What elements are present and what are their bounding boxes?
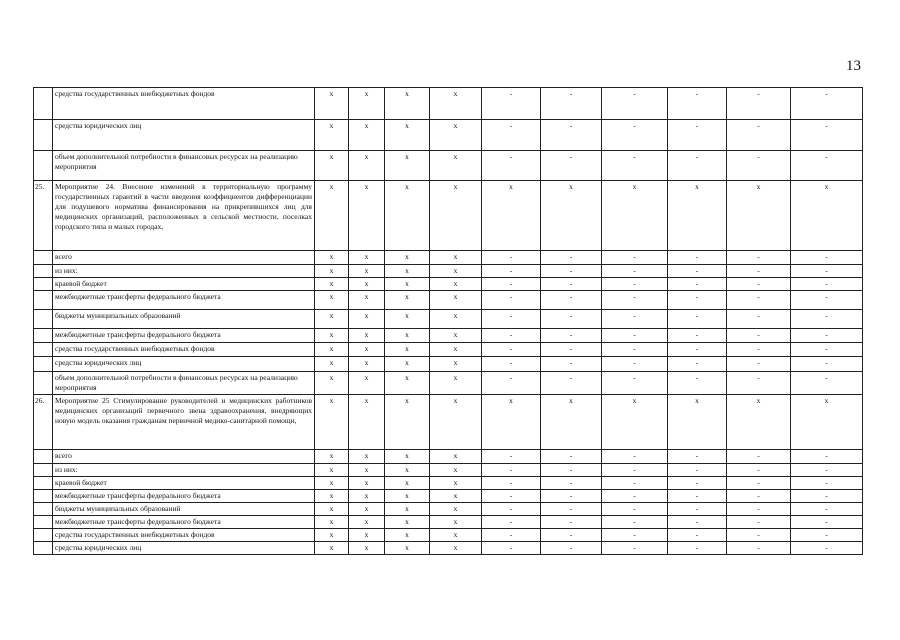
value-cell: - <box>541 291 602 310</box>
value-cell: - <box>791 516 863 529</box>
value-cell: х <box>349 343 385 357</box>
value-cell: х <box>430 372 482 395</box>
value-cell: - <box>668 464 727 477</box>
value-cell: х <box>430 542 482 555</box>
value-cell: х <box>315 278 349 291</box>
value-cell: - <box>791 251 863 265</box>
value-cell: - <box>602 372 668 395</box>
value-cell: - <box>602 310 668 329</box>
value-cell: - <box>541 151 602 181</box>
value-cell: х <box>349 450 385 464</box>
value-cell: - <box>541 343 602 357</box>
value-cell: х <box>430 120 482 151</box>
value-cell: х <box>385 120 430 151</box>
row-description: средства государственных внебюджетных фондов <box>53 88 315 120</box>
table-row <box>34 120 863 151</box>
value-cell: - <box>791 329 863 343</box>
value-cell: - <box>668 251 727 265</box>
value-cell: х <box>430 464 482 477</box>
value-cell: х <box>385 343 430 357</box>
value-cell: - <box>541 464 602 477</box>
value-cell: х <box>315 265 349 278</box>
value-cell: - <box>482 343 541 357</box>
value-cell: - <box>602 278 668 291</box>
row-description: межбюджетные трансферты федерального бюджета <box>53 516 315 529</box>
table-body <box>34 88 863 555</box>
value-cell: - <box>541 357 602 372</box>
value-cell: х <box>430 450 482 464</box>
value-cell: - <box>602 464 668 477</box>
value-cell: - <box>668 329 727 343</box>
row-number <box>34 490 53 503</box>
row-number <box>34 503 53 516</box>
value-cell: - <box>482 88 541 120</box>
value-cell: х <box>315 372 349 395</box>
value-cell: - <box>482 503 541 516</box>
value-cell: - <box>668 291 727 310</box>
value-cell: - <box>602 151 668 181</box>
value-cell: х <box>315 343 349 357</box>
value-cell: х <box>315 88 349 120</box>
value-cell: х <box>349 395 385 450</box>
value-cell: х <box>385 88 430 120</box>
value-cell: - <box>668 88 727 120</box>
value-cell: х <box>315 477 349 490</box>
value-cell: - <box>482 120 541 151</box>
value-cell: - <box>668 372 727 395</box>
budget-table <box>33 87 863 555</box>
table-row <box>34 450 863 464</box>
value-cell: х <box>349 503 385 516</box>
value-cell: - <box>791 291 863 310</box>
value-cell: х <box>430 278 482 291</box>
value-cell: х <box>315 450 349 464</box>
value-cell: - <box>727 542 791 555</box>
value-cell: - <box>602 490 668 503</box>
value-cell: - <box>668 120 727 151</box>
value-cell: - <box>791 151 863 181</box>
value-cell: х <box>385 464 430 477</box>
row-number <box>34 88 53 120</box>
value-cell: - <box>602 329 668 343</box>
value-cell: х <box>349 329 385 343</box>
value-cell: х <box>430 529 482 542</box>
value-cell: х <box>385 265 430 278</box>
row-description: краевой бюджет <box>53 477 315 490</box>
value-cell: - <box>602 251 668 265</box>
value-cell: х <box>349 265 385 278</box>
value-cell: - <box>602 291 668 310</box>
value-cell: х <box>315 529 349 542</box>
value-cell: х <box>385 310 430 329</box>
value-cell: - <box>668 151 727 181</box>
value-cell: х <box>349 251 385 265</box>
value-cell: - <box>727 151 791 181</box>
value-cell: х <box>385 151 430 181</box>
value-cell: - <box>791 278 863 291</box>
value-cell: х <box>727 395 791 450</box>
value-cell: - <box>727 490 791 503</box>
value-cell: - <box>482 516 541 529</box>
value-cell: - <box>668 343 727 357</box>
value-cell: - <box>602 516 668 529</box>
value-cell: - <box>602 343 668 357</box>
value-cell: х <box>791 395 863 450</box>
row-number <box>34 542 53 555</box>
value-cell: - <box>541 265 602 278</box>
value-cell: - <box>668 450 727 464</box>
value-cell: х <box>430 357 482 372</box>
row-number <box>34 343 53 357</box>
value-cell: - <box>482 372 541 395</box>
table-row <box>34 490 863 503</box>
value-cell: - <box>727 464 791 477</box>
value-cell: - <box>602 450 668 464</box>
value-cell: х <box>349 477 385 490</box>
value-cell: х <box>385 529 430 542</box>
value-cell: - <box>482 278 541 291</box>
row-description: из них: <box>53 265 315 278</box>
row-description: краевой бюджет <box>53 278 315 291</box>
value-cell: х <box>668 395 727 450</box>
value-cell: х <box>349 310 385 329</box>
value-cell: - <box>541 120 602 151</box>
value-cell: х <box>541 395 602 450</box>
value-cell: - <box>727 88 791 120</box>
table-row <box>34 181 863 251</box>
value-cell: х <box>430 291 482 310</box>
value-cell: х <box>385 490 430 503</box>
value-cell: - <box>668 516 727 529</box>
value-cell: - <box>541 278 602 291</box>
value-cell: х <box>430 516 482 529</box>
value-cell: х <box>385 503 430 516</box>
value-cell: - <box>791 88 863 120</box>
value-cell: х <box>349 542 385 555</box>
table-row <box>34 329 863 343</box>
value-cell: - <box>541 477 602 490</box>
value-cell: х <box>315 291 349 310</box>
value-cell: х <box>385 477 430 490</box>
table-row <box>34 265 863 278</box>
value-cell: - <box>727 278 791 291</box>
value-cell: - <box>668 357 727 372</box>
row-number <box>34 151 53 181</box>
row-number <box>34 450 53 464</box>
value-cell: х <box>349 151 385 181</box>
value-cell: - <box>541 251 602 265</box>
table-row <box>34 343 863 357</box>
value-cell: х <box>791 181 863 251</box>
table-row <box>34 529 863 542</box>
value-cell: - <box>482 450 541 464</box>
row-description: средства государственных внебюджетных фондов <box>53 529 315 542</box>
row-description: объем дополнительной потребности в финансовых ресурсах на реализацию мероприятия <box>53 151 315 181</box>
table-row <box>34 516 863 529</box>
value-cell: х <box>430 181 482 251</box>
value-cell: - <box>727 343 791 357</box>
value-cell: - <box>791 477 863 490</box>
value-cell: х <box>315 516 349 529</box>
table-row <box>34 151 863 181</box>
row-description: средства государственных внебюджетных фондов <box>53 343 315 357</box>
value-cell: - <box>541 503 602 516</box>
value-cell: х <box>349 529 385 542</box>
row-number <box>34 372 53 395</box>
value-cell: х <box>349 357 385 372</box>
table-row <box>34 88 863 120</box>
value-cell: - <box>602 265 668 278</box>
value-cell: х <box>430 395 482 450</box>
row-description: Мероприятие 24. Внесение изменений в территориальную программу государственных гарантий в части введения коэффициентов дифференциации для подушевого норматива финансирования на прикрепившихся лиц для медицинских организаций, расположенных в сельской местности, поселках городского типа и малых городах, <box>53 181 315 251</box>
row-number <box>34 329 53 343</box>
value-cell: х <box>727 181 791 251</box>
value-cell: х <box>315 357 349 372</box>
value-cell: х <box>385 329 430 343</box>
table-row <box>34 503 863 516</box>
value-cell: - <box>482 251 541 265</box>
value-cell: - <box>602 88 668 120</box>
value-cell: х <box>430 490 482 503</box>
value-cell: - <box>668 529 727 542</box>
row-number <box>34 278 53 291</box>
value-cell: х <box>430 329 482 343</box>
value-cell: - <box>727 120 791 151</box>
table-row <box>34 372 863 395</box>
value-cell: - <box>727 529 791 542</box>
value-cell: х <box>385 372 430 395</box>
value-cell: х <box>541 181 602 251</box>
value-cell: - <box>541 88 602 120</box>
row-description: бюджеты муниципальных образований <box>53 310 315 329</box>
value-cell: - <box>727 251 791 265</box>
row-number <box>34 251 53 265</box>
row-number <box>34 529 53 542</box>
value-cell: - <box>602 529 668 542</box>
value-cell: х <box>349 291 385 310</box>
row-description: бюджеты муниципальных образований <box>53 503 315 516</box>
value-cell: х <box>385 450 430 464</box>
value-cell: - <box>791 310 863 329</box>
value-cell: - <box>727 477 791 490</box>
value-cell: - <box>602 503 668 516</box>
value-cell: - <box>668 477 727 490</box>
value-cell: - <box>727 291 791 310</box>
value-cell: - <box>482 542 541 555</box>
value-cell: - <box>541 542 602 555</box>
value-cell: х <box>482 181 541 251</box>
value-cell: х <box>349 490 385 503</box>
value-cell: - <box>668 278 727 291</box>
value-cell: х <box>349 516 385 529</box>
row-description: межбюджетные трансферты федерального бюджета <box>53 490 315 503</box>
value-cell: - <box>541 516 602 529</box>
row-description: средства юридических лиц <box>53 357 315 372</box>
value-cell: х <box>430 151 482 181</box>
value-cell: - <box>482 490 541 503</box>
row-number <box>34 464 53 477</box>
value-cell: - <box>791 372 863 395</box>
value-cell: - <box>482 151 541 181</box>
value-cell: х <box>430 477 482 490</box>
row-description: всего <box>53 251 315 265</box>
value-cell: - <box>727 265 791 278</box>
value-cell: х <box>349 278 385 291</box>
value-cell: х <box>349 88 385 120</box>
value-cell: - <box>727 516 791 529</box>
value-cell: - <box>541 372 602 395</box>
value-cell: - <box>482 310 541 329</box>
value-cell: х <box>315 310 349 329</box>
value-cell: х <box>385 278 430 291</box>
value-cell: - <box>668 265 727 278</box>
row-number: 26. <box>34 395 53 450</box>
row-description: всего <box>53 450 315 464</box>
value-cell: - <box>602 542 668 555</box>
value-cell: х <box>349 372 385 395</box>
value-cell: - <box>482 329 541 343</box>
value-cell: х <box>430 265 482 278</box>
row-description: средства юридических лиц <box>53 542 315 555</box>
table-row <box>34 477 863 490</box>
value-cell: - <box>482 464 541 477</box>
row-description: межбюджетные трансферты федерального бюджета <box>53 329 315 343</box>
table-row <box>34 251 863 265</box>
value-cell: х <box>315 542 349 555</box>
value-cell: х <box>385 251 430 265</box>
value-cell: - <box>482 529 541 542</box>
value-cell: х <box>430 503 482 516</box>
row-number: 25. <box>34 181 53 251</box>
value-cell: - <box>482 357 541 372</box>
value-cell: х <box>349 181 385 251</box>
value-cell: х <box>349 464 385 477</box>
row-description: из них: <box>53 464 315 477</box>
value-cell: - <box>668 490 727 503</box>
table-row <box>34 357 863 372</box>
value-cell: х <box>430 88 482 120</box>
table-row <box>34 542 863 555</box>
value-cell: х <box>315 120 349 151</box>
value-cell: х <box>315 503 349 516</box>
value-cell: - <box>727 503 791 516</box>
value-cell: - <box>482 477 541 490</box>
value-cell: х <box>385 357 430 372</box>
value-cell: х <box>315 464 349 477</box>
value-cell: - <box>541 529 602 542</box>
value-cell: - <box>727 450 791 464</box>
table-row <box>34 278 863 291</box>
value-cell: - <box>791 490 863 503</box>
row-number <box>34 120 53 151</box>
value-cell: - <box>791 343 863 357</box>
value-cell: - <box>727 372 791 395</box>
value-cell: - <box>791 357 863 372</box>
row-number <box>34 265 53 278</box>
value-cell: х <box>385 542 430 555</box>
row-description: объем дополнительной потребности в финансовых ресурсах на реализацию мероприятия <box>53 372 315 395</box>
row-number <box>34 357 53 372</box>
value-cell: х <box>482 395 541 450</box>
value-cell: - <box>668 503 727 516</box>
row-description: средства юридических лиц <box>53 120 315 151</box>
value-cell: - <box>791 503 863 516</box>
value-cell: - <box>541 490 602 503</box>
value-cell: х <box>430 310 482 329</box>
value-cell: - <box>602 357 668 372</box>
value-cell: х <box>602 395 668 450</box>
value-cell: х <box>315 181 349 251</box>
table-row <box>34 310 863 329</box>
value-cell: - <box>541 310 602 329</box>
row-number <box>34 291 53 310</box>
value-cell: х <box>385 516 430 529</box>
value-cell: х <box>315 151 349 181</box>
value-cell: - <box>727 329 791 343</box>
value-cell: - <box>791 265 863 278</box>
row-number <box>34 310 53 329</box>
value-cell: - <box>791 542 863 555</box>
value-cell: х <box>315 395 349 450</box>
value-cell: х <box>315 329 349 343</box>
value-cell: х <box>602 181 668 251</box>
row-description: Мероприятие 25 Стимулирование руководителей и медицинских работников медицинских организаций первичного звена здравоохранения, внедряющих новую модель оказания гражданам первичной медико-санитарной помощи, <box>53 395 315 450</box>
value-cell: - <box>602 477 668 490</box>
value-cell: х <box>315 251 349 265</box>
value-cell: - <box>791 464 863 477</box>
table-row <box>34 291 863 310</box>
value-cell: х <box>315 490 349 503</box>
row-description: межбюджетные трансферты федерального бюджета <box>53 291 315 310</box>
value-cell: х <box>385 395 430 450</box>
value-cell: - <box>482 265 541 278</box>
value-cell: - <box>541 450 602 464</box>
value-cell: - <box>668 542 727 555</box>
row-number <box>34 516 53 529</box>
value-cell: - <box>482 291 541 310</box>
value-cell: х <box>385 181 430 251</box>
row-number <box>34 477 53 490</box>
value-cell: х <box>349 120 385 151</box>
value-cell: х <box>385 291 430 310</box>
value-cell: х <box>430 343 482 357</box>
value-cell: - <box>791 450 863 464</box>
value-cell: х <box>430 251 482 265</box>
table-row <box>34 395 863 450</box>
value-cell: - <box>727 310 791 329</box>
value-cell: х <box>668 181 727 251</box>
value-cell: - <box>727 357 791 372</box>
page-number: 13 <box>846 58 861 74</box>
value-cell: - <box>541 329 602 343</box>
value-cell: - <box>791 120 863 151</box>
value-cell: - <box>668 310 727 329</box>
value-cell: - <box>602 120 668 151</box>
table-row <box>34 464 863 477</box>
value-cell: - <box>791 529 863 542</box>
